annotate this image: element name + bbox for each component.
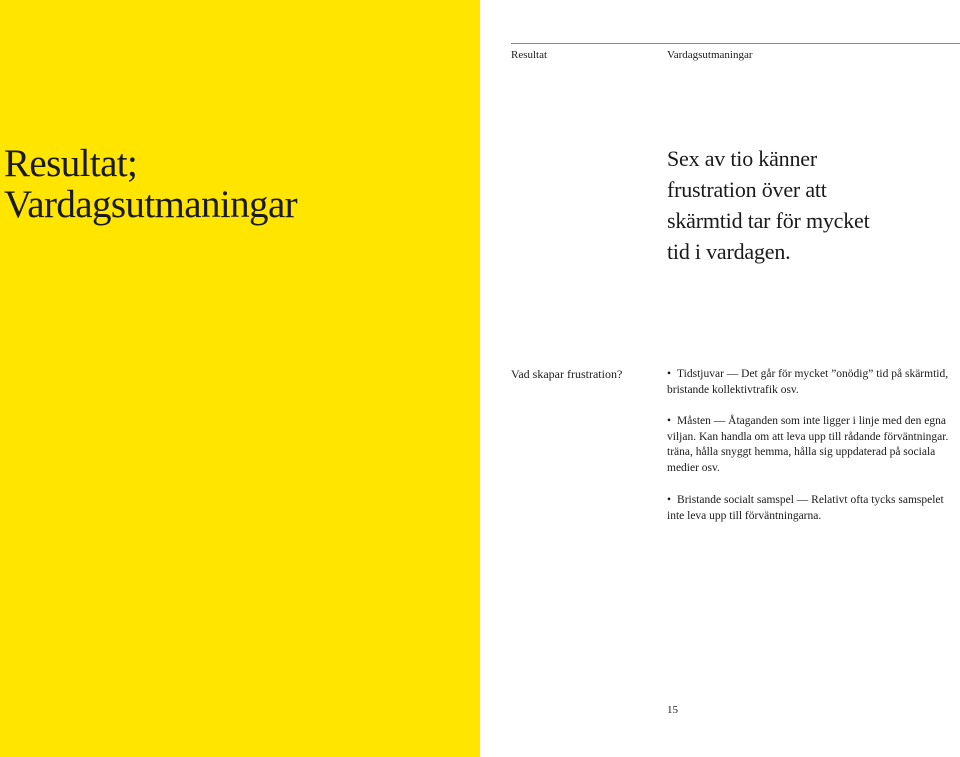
headline-line-1: Sex av tio känner <box>667 146 817 171</box>
bullet-icon: • <box>667 494 672 506</box>
headline-line-4: tid i vardagen. <box>667 239 791 264</box>
bullet-text: Måsten — Åtaganden som inte ligger i linje med den egna viljan. Kan handla om att leva upp till rådande förväntningar. träna, hålla snyggt hemma, hålla sig uppdaterad på sociala medier osv. <box>667 415 949 474</box>
chapter-title-line-1: Resultat; <box>4 142 138 185</box>
bullet-text: Tidstjuvar — Det går för mycket ”onödig” tid på skärmtid, bristande kollektivtrafik osv. <box>667 368 949 396</box>
headline-line-2: frustration över att <box>667 177 827 202</box>
bullet-text: Bristande socialt samspel — Relativt ofta tycks samspelet inte leva upp till förväntningarna. <box>667 494 944 522</box>
list-item <box>667 493 960 524</box>
page-number: 15 <box>667 704 678 716</box>
headline-line-3: skärmtid tar för mycket <box>667 208 870 233</box>
running-header-chapter: Vardagsutmaningar <box>667 49 753 61</box>
bullet-icon: • <box>667 368 672 380</box>
header-rule <box>511 43 960 44</box>
list-item <box>667 367 960 398</box>
chapter-title-line-2: Vardagsutmaningar <box>4 183 298 226</box>
bullet-list <box>667 367 960 540</box>
question-label: Vad skapar frustration? <box>511 367 623 381</box>
chapter-title <box>4 143 297 225</box>
headline <box>667 143 927 267</box>
bullet-icon: • <box>667 415 672 427</box>
running-header-section: Resultat <box>511 49 548 61</box>
list-item <box>667 414 960 476</box>
right-page <box>480 0 960 757</box>
